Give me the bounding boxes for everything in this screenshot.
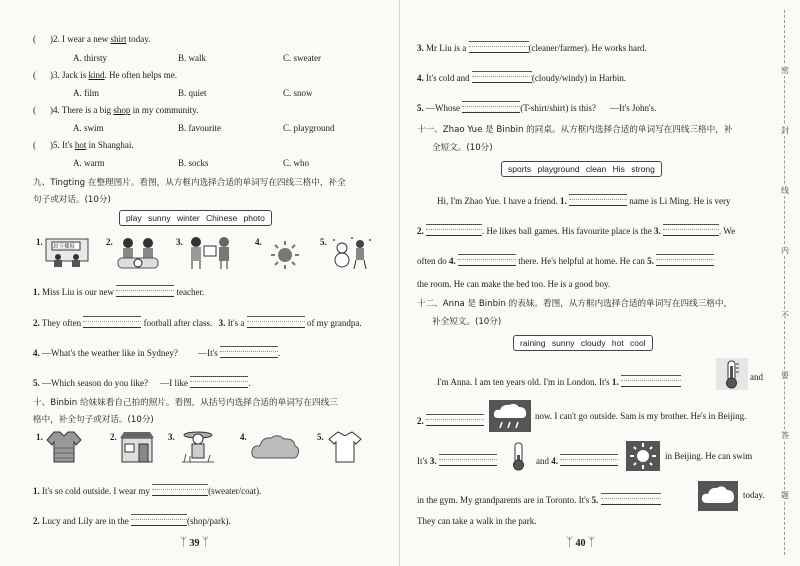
answer-blank[interactable] xyxy=(131,511,187,526)
s12-line-3: It's 3. xyxy=(417,451,497,466)
answer-blank[interactable] xyxy=(469,38,529,53)
binding-char: 题 xyxy=(778,490,792,501)
s9-question-4: 4. —What's the weather like in Sydney? —It's . xyxy=(33,343,280,358)
s12-line-3-end: in Beijing. He can swim xyxy=(665,451,753,461)
s12-line-1-end: and xyxy=(750,372,763,382)
section-9-title: 九、Tingting 在整理图片。看图，从方框内选择合适的单词写在四线三格中，补全 xyxy=(33,178,346,188)
pic-number: 2. xyxy=(106,237,113,247)
mc-option-a: A. film xyxy=(73,88,99,98)
palm-icon: ᛉ xyxy=(180,535,188,549)
s11-line-4: the room. He can make the bed too. He is a good boy. xyxy=(417,279,611,289)
binding-char: 线 xyxy=(778,185,792,196)
s12-line-4: in the gym. My grandparents are in Toronto. It's 5. xyxy=(417,490,661,505)
football-kids-picture xyxy=(116,236,162,272)
mc-option-a: A. swim xyxy=(73,123,104,133)
sunny-icon xyxy=(626,441,660,473)
section-9-title-cont: 句子或对话。(10分) xyxy=(33,195,111,205)
right-page xyxy=(400,0,800,566)
section-9-wordbox: play sunny winter Chinese photo xyxy=(119,210,272,226)
mc-question-2: ( )2. I wear a new shirt today. xyxy=(33,34,151,44)
cloudy-icon xyxy=(698,481,738,513)
mc-option-b: B. socks xyxy=(178,158,209,168)
mc-option-a: A. thirsty xyxy=(73,53,108,63)
section-11-title-cont: 全短文。(10分) xyxy=(432,143,493,153)
binding-line xyxy=(778,10,792,555)
s12-line-3-mid: and 4. xyxy=(536,451,618,466)
palm-icon: ᛉ xyxy=(566,535,574,549)
mc-option-c: C. playground xyxy=(283,123,335,133)
pic-number: 3. xyxy=(176,237,183,247)
binding-char: 不 xyxy=(778,310,792,321)
s11-line-1: Hi, I'm Zhao Yue. I have a friend. 1. name is Li Ming. He is very xyxy=(437,191,730,206)
answer-blank[interactable] xyxy=(656,251,714,266)
palm-icon: ᛉ xyxy=(587,535,595,549)
answer-blank[interactable] xyxy=(116,282,174,297)
palm-icon: ᛉ xyxy=(201,535,209,549)
s12-line-2: 2. xyxy=(417,411,484,426)
pic-number: 4. xyxy=(255,237,262,247)
pic-number: 5. xyxy=(320,237,327,247)
binding-char: 内 xyxy=(778,245,792,256)
mc-option-c: C. snow xyxy=(283,88,313,98)
answer-blank[interactable] xyxy=(83,313,141,328)
mc-question-5: ( )5. It's hot in Shanghai. xyxy=(33,140,134,150)
news-sign: 晨卫播报 xyxy=(53,244,76,250)
answer-blank[interactable] xyxy=(220,343,278,358)
news-anchor-picture xyxy=(44,237,90,271)
answer-blank[interactable] xyxy=(152,481,208,496)
mc-option-a: A. warm xyxy=(73,158,105,168)
section-11-title: 十一、Zhao Yue 是 Binbin 的同桌。从方框内选择合适的单词写在四线三格中，补 xyxy=(417,125,733,135)
s12-line-1: I'm Anna. I am ten years old. I'm in London. It's 1. xyxy=(437,372,681,387)
pic-number: 3. xyxy=(168,432,175,442)
answer-blank[interactable] xyxy=(190,373,248,388)
answer-blank[interactable] xyxy=(569,191,627,206)
mc-question-4: ( )4. There is a big shop in my community. xyxy=(33,105,199,115)
answer-blank[interactable] xyxy=(472,68,532,83)
binding-char: 答 xyxy=(778,430,792,441)
s11-line-3: often do 4. there. He's helpful at home. He can 5. xyxy=(417,251,714,266)
binding-char: 封 xyxy=(778,125,792,136)
winter-snowman-picture xyxy=(330,236,374,272)
grandpa-photo-picture xyxy=(186,236,234,272)
section-12-title: 十二、Anna 是 Binbin 的表妹。看图，从方框内选择合适的单词写在四线三格中， xyxy=(417,299,733,309)
answer-blank[interactable] xyxy=(426,221,482,236)
answer-blank[interactable] xyxy=(663,221,719,236)
pic-number: 1. xyxy=(36,432,43,442)
mc-question-3: ( )3. Jack is kind. He often helps me. xyxy=(33,70,177,80)
s9-question-1: 1. Miss Liu is our new teacher. xyxy=(33,282,204,297)
thermometer-cool-icon xyxy=(509,440,529,474)
s11-line-2: 2. . He likes ball games. His favourite place is the 3. . We xyxy=(417,221,735,236)
section-11-wordbox: sports playground clean His strong xyxy=(501,161,662,177)
shop-picture xyxy=(120,430,154,466)
page-number-right: ᛉ 40 ᛉ xyxy=(566,535,595,549)
tshirt-picture xyxy=(328,430,362,466)
mc-option-c: C. sweater xyxy=(283,53,321,63)
cloud-icon xyxy=(250,432,300,466)
s12-line-4-end: today. xyxy=(743,490,765,500)
section-10-title: 十、Binbin 给妹妹看自己拍的照片。看图，从括号内选择合适的单词写在四线三 xyxy=(33,398,338,408)
pic-number: 2. xyxy=(110,432,117,442)
sweater-picture xyxy=(46,430,82,466)
pic-number: 4. xyxy=(240,432,247,442)
page-number-left: ᛉ 39 ᛉ xyxy=(180,535,209,549)
answer-blank[interactable] xyxy=(426,411,484,426)
thermometer-hot-icon xyxy=(716,358,748,392)
s9-question-2: 2. They often football after class. 3. It's a of my grandpa. xyxy=(33,313,362,328)
answer-blank[interactable] xyxy=(462,98,520,113)
s10-question-5: 5. —Whose (T-shirt/shirt) is this? —It's John's. xyxy=(417,98,656,113)
section-12-title-cont: 补全短文。(10分) xyxy=(432,317,502,327)
s10-question-1: 1. It's so cold outside. I wear my (sweater/coat). xyxy=(33,481,261,496)
answer-blank[interactable] xyxy=(247,313,305,328)
mc-option-b: B. favourite xyxy=(178,123,221,133)
s9-question-5: 5. —Which season do you like? —I like . xyxy=(33,373,250,388)
answer-blank[interactable] xyxy=(560,451,618,466)
mc-option-b: B. quiet xyxy=(178,88,207,98)
pic-number: 1. xyxy=(36,237,43,247)
section-12-wordbox: raining sunny cloudy hot cool xyxy=(513,335,653,351)
section-10-title-cont: 格中，补全句子或对话。(10分) xyxy=(33,415,154,425)
s12-line-2-text: now. I can't go outside. Sam is my brother. He's in Beijing. xyxy=(535,411,747,421)
binding-char: 密 xyxy=(778,65,792,76)
binding-char: 要 xyxy=(778,370,792,381)
rain-cloud-icon xyxy=(489,400,531,434)
s10-question-2: 2. Lucy and Lily are in the (shop/park). xyxy=(33,511,231,526)
farmer-picture xyxy=(178,428,218,468)
dashed-line xyxy=(784,10,785,555)
mc-option-b: B. walk xyxy=(178,53,206,63)
s10-question-4: 4. It's cold and (cloudy/windy) in Harbin. xyxy=(417,68,626,83)
s12-line-5: They can take a walk in the park. xyxy=(417,516,537,526)
s10-question-3: 3. Mr Liu is a (cleaner/farmer). He works hard. xyxy=(417,38,647,53)
answer-blank[interactable] xyxy=(439,451,497,466)
answer-blank[interactable] xyxy=(601,490,661,505)
sun-icon xyxy=(270,240,300,272)
mc-option-c: C. who xyxy=(283,158,310,168)
answer-blank[interactable] xyxy=(621,372,681,387)
answer-blank[interactable] xyxy=(458,251,516,266)
pic-number: 5. xyxy=(317,432,324,442)
